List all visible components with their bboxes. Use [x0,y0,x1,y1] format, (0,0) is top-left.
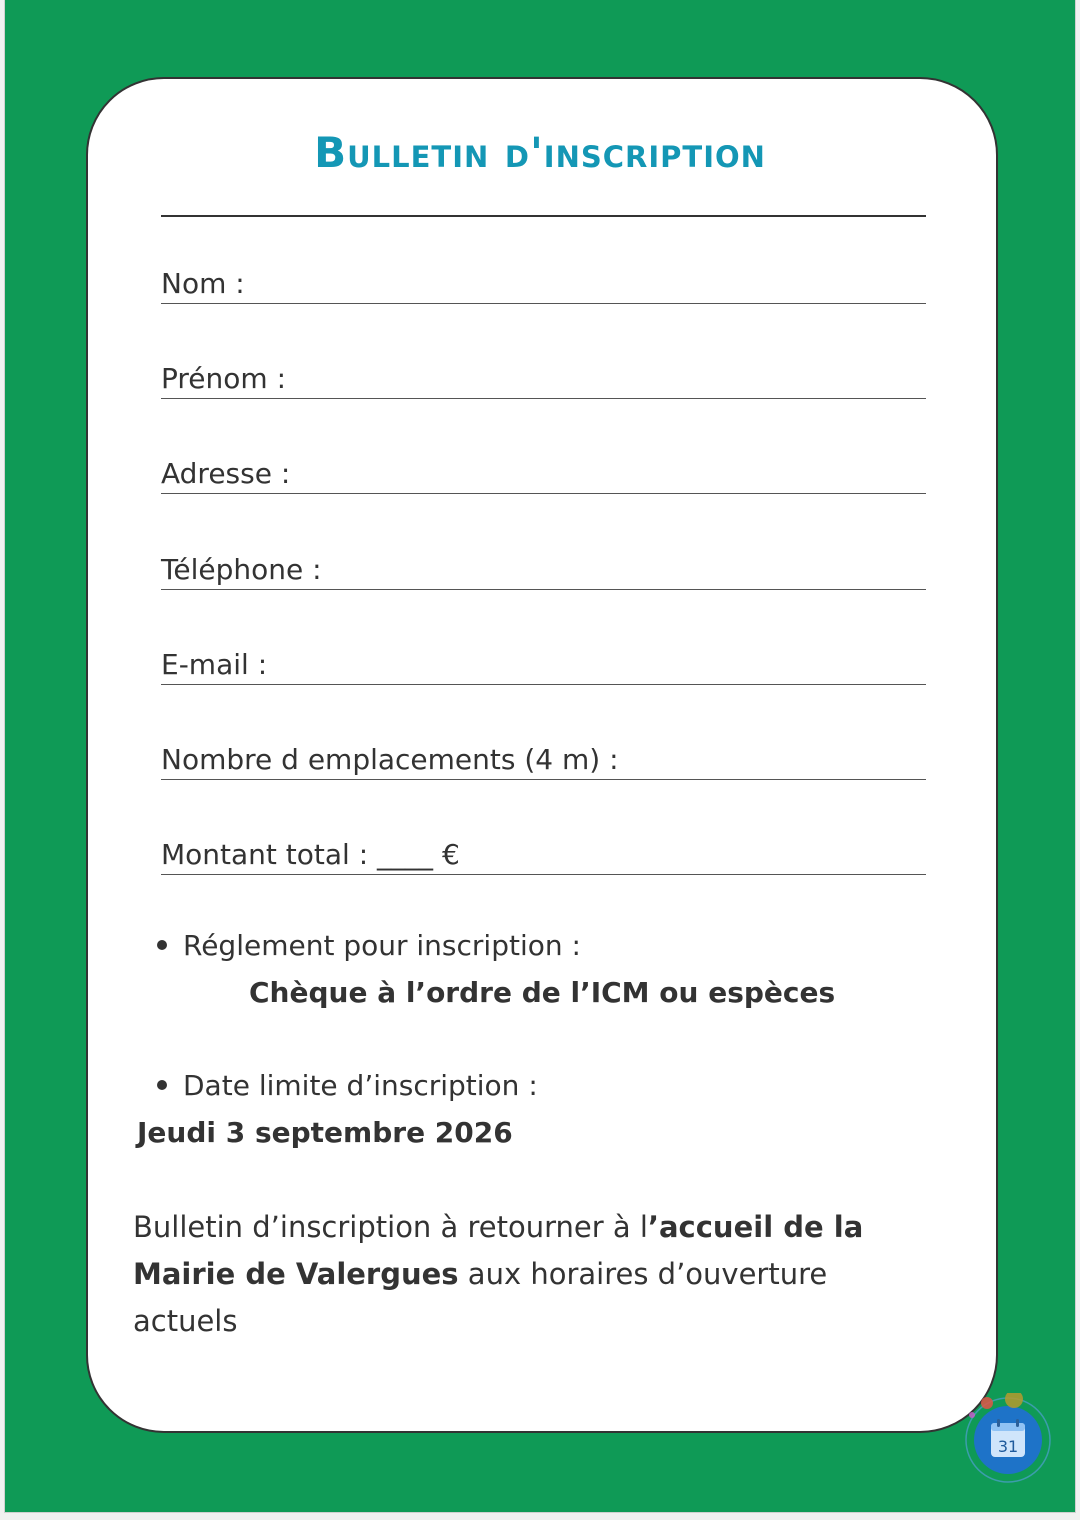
field-emplacements: Nombre d emplacements (4 m) : [161,740,926,780]
field-telephone: Téléphone : [161,550,926,590]
form-title: Bulletin d'inscription [314,128,766,177]
document-page [5,0,1075,1512]
reglement-label: Réglement pour inscription : [183,929,581,962]
field-nom: Nom : [161,264,926,304]
return-instructions [133,1204,933,1345]
calendar-icon [963,1393,1053,1483]
date-limite-value: Jeudi 3 septembre 2026 [137,1116,513,1149]
calendar-day: 31 [997,1437,1019,1456]
calendar-badge[interactable] [963,1393,1053,1483]
footer-text-part1: Bulletin d’inscription à retourner à l [133,1210,648,1244]
field-montant: Montant total : ____ € [161,835,926,875]
date-limite-bullet [157,1066,538,1106]
field-email: E-mail : [161,645,926,685]
bullet-dot [157,1080,167,1090]
reglement-value: Chèque à l’ordre de l’ICM ou espèces [249,976,836,1009]
footer-text-part2: aux horaires d’ouverture actuels [133,1257,828,1338]
bullet-dot [157,940,167,950]
date-limite-label: Date limite d’inscription : [183,1069,538,1102]
field-prenom: Prénom : [161,359,926,399]
footer-text-bold: ’accueil de la Mairie de Valergues [133,1210,864,1291]
field-adresse: Adresse : [161,454,926,494]
title-divider [161,215,926,217]
reglement-bullet [157,926,581,966]
